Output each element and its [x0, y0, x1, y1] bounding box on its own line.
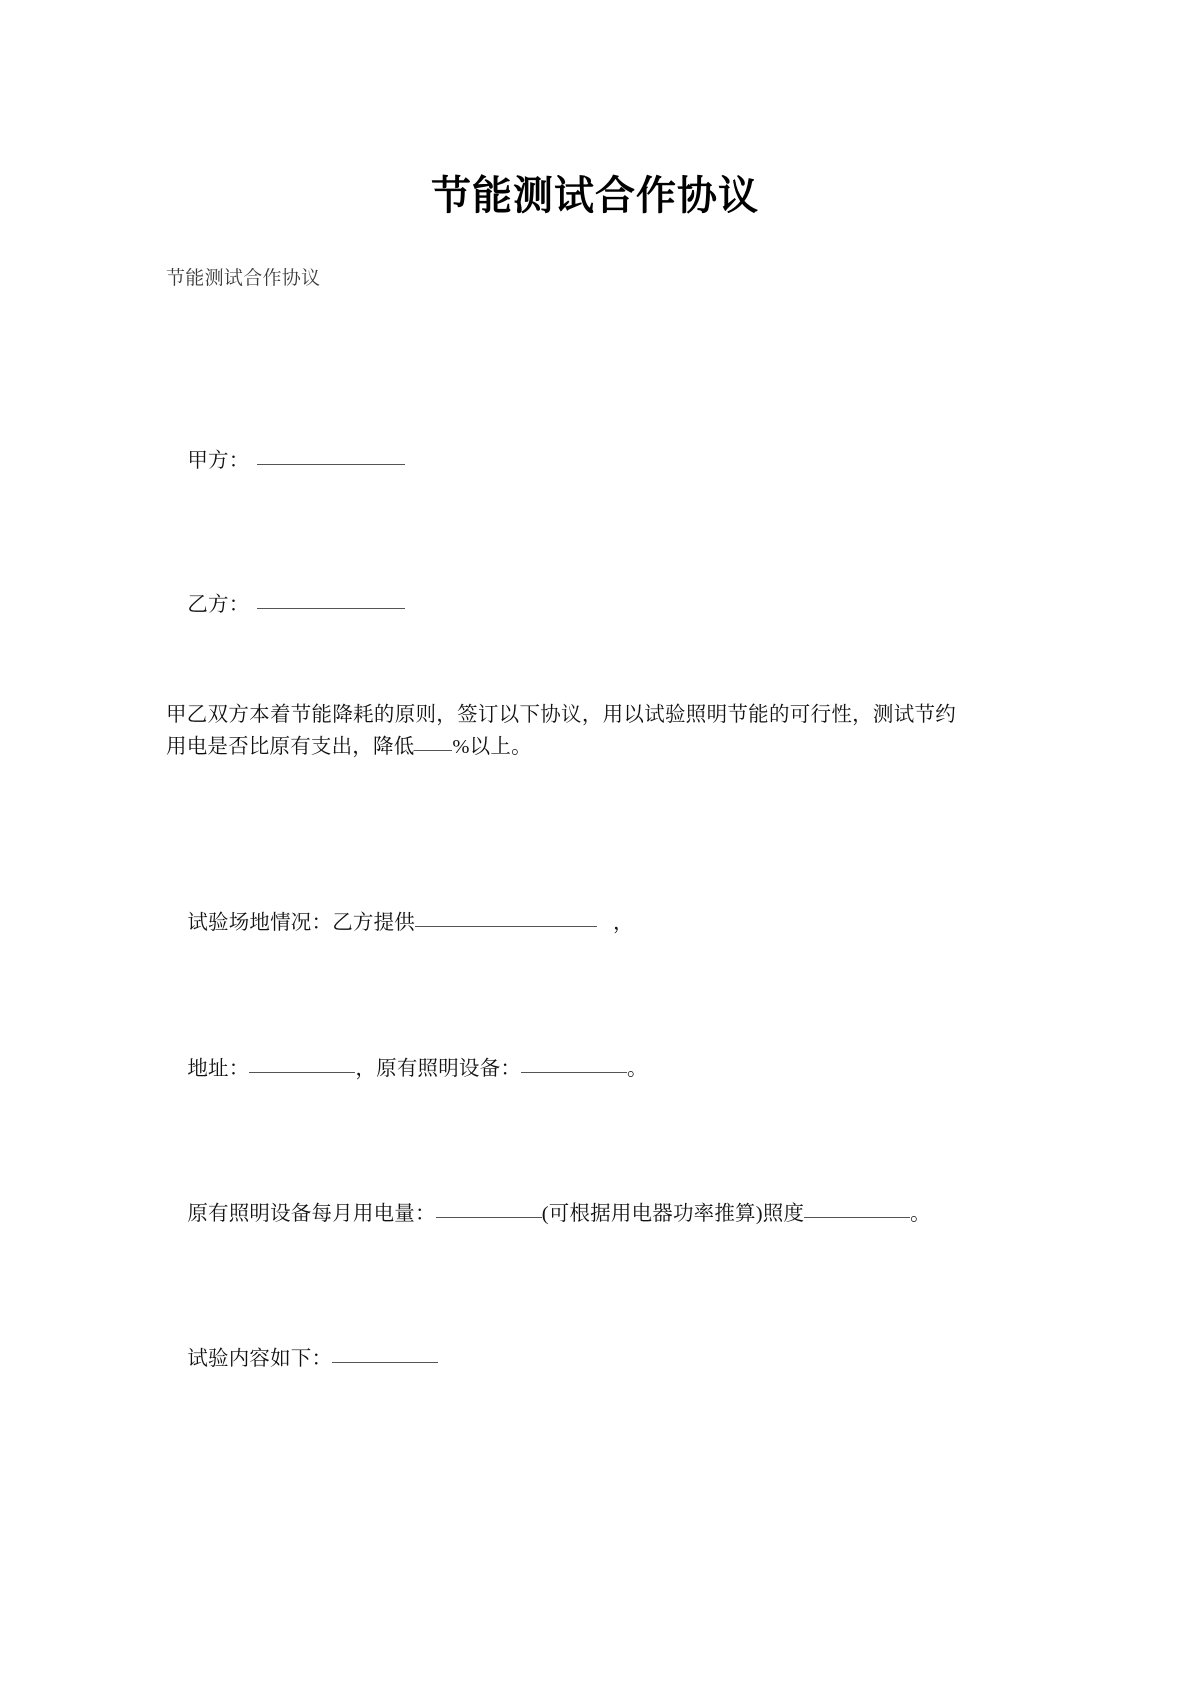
party-b-line — [166, 557, 405, 653]
power-mid-label: (可根据用电器功率推算)照度 — [541, 1203, 805, 1225]
existing-lighting-blank[interactable] — [521, 1058, 627, 1073]
party-b-label: 乙方： — [187, 594, 250, 616]
address-line — [166, 1021, 648, 1117]
intro-text-part1: 甲乙双方本着节能降耗的原则，签订以下协议，用以试验照明节能的可行性，测试节约用电是否比原有支出，降低 — [166, 704, 956, 758]
party-b-blank[interactable] — [257, 594, 405, 609]
party-a-label: 甲方： — [187, 450, 250, 472]
intro-text-part2: %以上。 — [452, 736, 532, 758]
intro-paragraph — [166, 699, 956, 763]
document-subtitle: 节能测试合作协议 — [166, 267, 321, 289]
address-end-punct: 。 — [627, 1058, 648, 1080]
site-provider-blank[interactable] — [415, 912, 597, 927]
reduction-percent-blank[interactable] — [414, 736, 452, 751]
power-label: 原有照明设备每月用电量： — [187, 1203, 436, 1225]
address-label: 地址： — [187, 1058, 250, 1080]
party-a-blank[interactable] — [257, 450, 405, 465]
page-title: 节能测试合作协议 — [431, 172, 759, 219]
site-label: 试验场地情况：乙方提供 — [187, 912, 416, 934]
monthly-power-blank[interactable] — [436, 1203, 542, 1218]
address-mid-label: ，原有照明设备： — [355, 1058, 522, 1080]
site-trailing-comma: ， — [613, 912, 634, 934]
test-content-line — [166, 1311, 438, 1407]
test-content-label: 试验内容如下： — [187, 1348, 333, 1370]
site-condition-line — [166, 875, 634, 971]
address-blank[interactable] — [249, 1058, 355, 1073]
test-content-blank[interactable] — [332, 1348, 438, 1363]
power-end-punct: 。 — [910, 1203, 931, 1225]
power-consumption-line — [166, 1166, 931, 1262]
illuminance-blank[interactable] — [804, 1203, 910, 1218]
party-a-line — [166, 413, 405, 509]
